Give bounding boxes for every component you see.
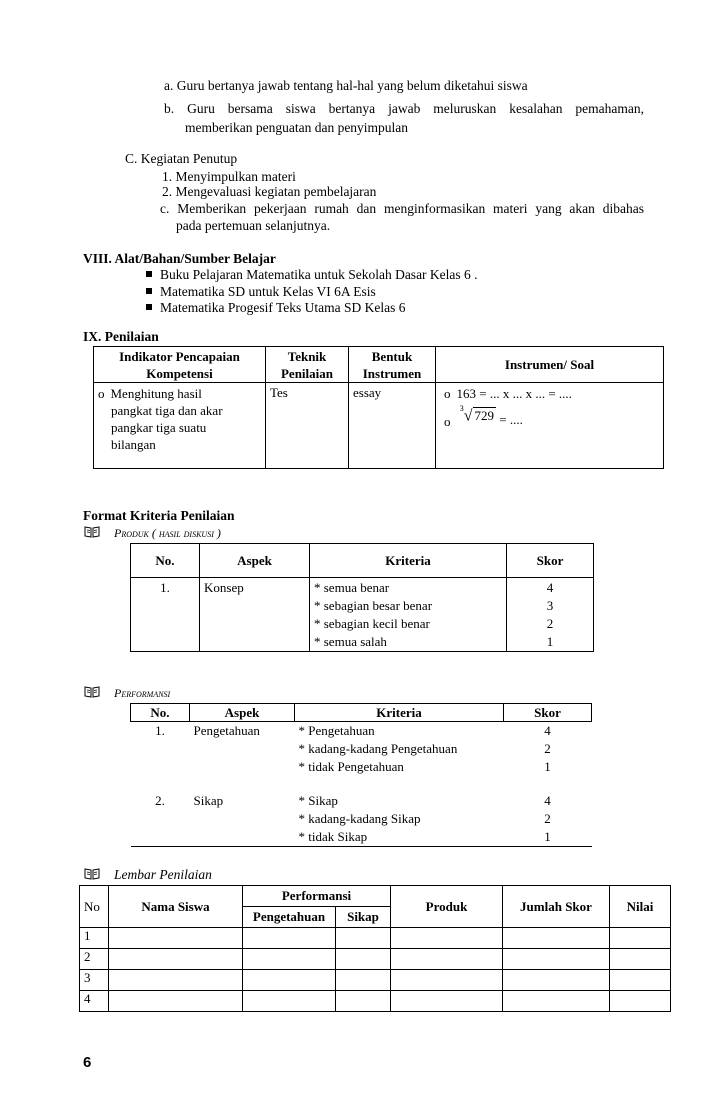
penutup-title: C. Kegiatan Penutup [125, 151, 238, 166]
radical-sign-icon: √ [463, 407, 473, 425]
penilaian-title: IX. Penilaian [83, 329, 159, 344]
intro-item-a: a. Guru bertanya jawab tentang hal-hal yang belum diketahui siswa [164, 78, 528, 93]
cell-kriteria: * semua benar * sebagian besar benar * sebagian kecil benar * semua salah [310, 578, 507, 652]
header-indikator: Indikator Pencapaian Kompetensi [94, 347, 266, 383]
cell-aspek: Pengetahuan [193, 723, 260, 738]
alat-item: Buku Pelajaran Matematika untuk Sekolah Dasar Kelas 6 . [146, 267, 478, 283]
header-no: No. [131, 704, 190, 722]
penutup-item-2: 2. Mengevaluasi kegiatan pembelajaran [162, 184, 377, 199]
open-book-icon [84, 526, 100, 538]
alat-title: VIII. Alat/Bahan/Sumber Belajar [83, 251, 276, 266]
table-row [80, 970, 671, 991]
header-skor: Skor [504, 704, 592, 722]
square-bullet-icon [146, 304, 152, 310]
penutup-item-1: 1. Menyimpulkan materi [162, 169, 296, 184]
square-bullet-icon [146, 271, 152, 277]
header-aspek: Aspek [190, 704, 295, 722]
open-book-icon [84, 686, 100, 698]
format-title: Format Kriteria Penilaian [83, 508, 235, 523]
header-performansi: Performansi [243, 886, 391, 907]
cell-no: 1 [80, 928, 109, 949]
cell-aspek: Sikap [193, 793, 224, 808]
cell-no: 4 [80, 991, 109, 1012]
penilaian-table [93, 346, 664, 469]
performansi-label: Performansi [84, 685, 170, 701]
performansi-table [130, 703, 592, 847]
header-pengetahuan: Pengetahuan [243, 907, 336, 928]
penutup-item-3-line1: c. Memberikan pekerjaan rumah dan menginformasikan materi yang akan dibahas [160, 201, 644, 216]
cell-skor: 4 3 2 1 [507, 578, 594, 652]
alat-item: Matematika SD untuk Kelas VI 6A Esis [146, 284, 376, 300]
produk-label: Produk ( hasil diskusi ) [84, 525, 221, 541]
header-aspek: Aspek [200, 544, 310, 578]
header-kriteria: Kriteria [310, 544, 507, 578]
table-row [80, 949, 671, 970]
header-sikap: Sikap [336, 907, 391, 928]
header-skor: Skor [507, 544, 594, 578]
produk-table [130, 543, 594, 652]
cell-teknik: Tes [266, 383, 349, 469]
cell-no: 1. [155, 723, 165, 738]
circle-bullet-icon: o [444, 386, 451, 401]
cell-no: 2 [80, 949, 109, 970]
lembar-table [79, 885, 671, 1012]
square-bullet-icon [146, 288, 152, 294]
cell-skor: 4 2 1 [544, 723, 551, 774]
alat-item: Matematika Progesif Teks Utama SD Kelas 6 [146, 300, 406, 316]
circle-bullet-icon: o [444, 414, 451, 430]
open-book-icon [84, 868, 100, 880]
cell-aspek: Konsep [200, 578, 310, 652]
intro-item-b-line2: memberikan penguatan dan penyimpulan [185, 120, 409, 135]
header-no: No. [131, 544, 200, 578]
header-teknik: Teknik Penilaian [266, 347, 349, 383]
cube-root-expression: $^3$√ 729 [459, 404, 495, 425]
header-no: No [80, 886, 109, 928]
cell-soal: o 163 = ... x ... x ... = .... o $^3$√ 729 = .... [436, 383, 664, 469]
circle-bullet-icon: o [98, 386, 105, 401]
header-nilai: Nilai [610, 886, 671, 928]
table-row [80, 991, 671, 1012]
header-bentuk: Bentuk Instrumen [349, 347, 436, 383]
header-instrumen: Instrumen/ Soal [436, 347, 664, 383]
cell-kriteria: * Sikap * kadang-kadang Sikap * tidak Sikap [298, 793, 421, 844]
cell-no: 2. [155, 793, 165, 808]
cell-no: 3 [80, 970, 109, 991]
cell-indikator: o Menghitung hasil pangkat tiga dan akar pangkar tiga suatu bilangan [94, 383, 266, 469]
page-number: 6 [83, 1054, 92, 1071]
header-nama: Nama Siswa [109, 886, 243, 928]
cell-bentuk: essay [349, 383, 436, 469]
intro-item-b-line1: b. Guru bersama siswa bertanya jawab meluruskan kesalahan pemahaman, [164, 101, 644, 116]
lembar-label: Lembar Penilaian [84, 867, 212, 883]
penutup-item-3-line2: pada pertemuan selanjutnya. [176, 218, 331, 233]
cell-kriteria: * Pengetahuan * kadang-kadang Pengetahuan * tidak Pengetahuan [298, 723, 458, 774]
table-row [80, 928, 671, 949]
header-kriteria: Kriteria [295, 704, 504, 722]
cell-no: 1. [131, 578, 200, 652]
header-produk: Produk [391, 886, 503, 928]
cell-skor: 4 2 1 [544, 793, 551, 844]
header-jumlah-skor: Jumlah Skor [503, 886, 610, 928]
